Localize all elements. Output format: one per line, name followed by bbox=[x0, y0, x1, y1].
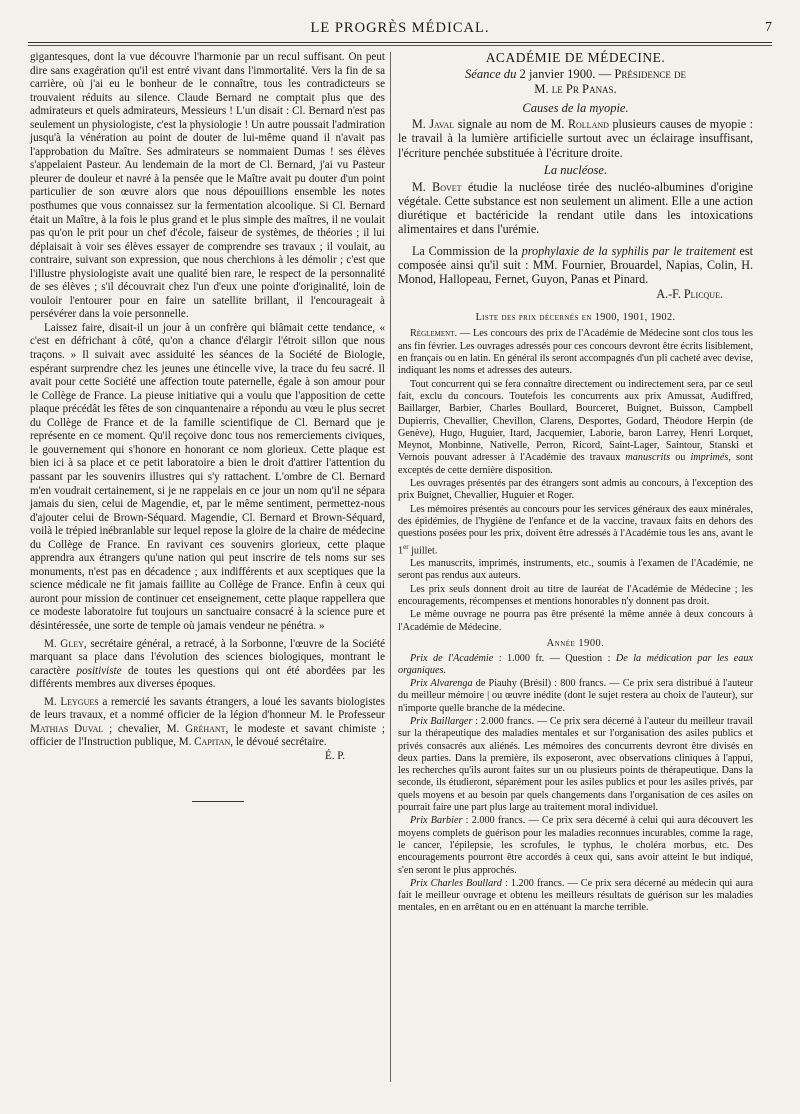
reglement-paragraph-4: Les mémoires présentés au concours pour les services généraux des eaux minérales, des épidémies, de l'hygiène de l'enfance et de la vaccine, travaux faits en dehors des questions posées pour les prix, doivent être adressés à l'Académie tous les ans, avant le 1er juillet. bbox=[398, 503, 753, 556]
prize-list-title: Liste des prix décernés en 1900, 1901, 1902. bbox=[475, 311, 676, 323]
gley-paragraph: M. Gley, secrétaire général, a retracé, à la Sorbonne, l'œuvre de la Société marquant sa place dans l'évolution des sciences biologiques, montrant le caractère positiviste de toutes les questions qui ont été abordées par les différents membres aux diverses époques. bbox=[30, 637, 386, 691]
commission-paragraph: La Commission de la prophylaxie de la syphilis par le traitement est composée ainsi qu'il suit : MM. Fournier, Brouardel, Napias, Colin, H. Monod, Hallopeau, Fernet, Guyon, Panas et Pinard. bbox=[398, 243, 753, 287]
left-column bbox=[30, 51, 385, 802]
name-grehant: M. Gréhant bbox=[166, 722, 226, 735]
subheading-myopie: Causes de la myopie. bbox=[522, 100, 629, 115]
leygues-paragraph: M. Leygues a remercié les savants étrangers, a loué les savants biologistes de leurs travaux, et a nommé officier de la légion d'honneur M. le Professeur Mathias Duval ; chevalier, M. Gréhant, le modeste et savant chimiste ; officier de l'Instruction publique, M. Capitan, le dévoué secrétaire. bbox=[30, 695, 385, 749]
president-name: M. le Pr Panas. bbox=[534, 81, 617, 96]
reglement-paragraph-7: Le même ouvrage ne pourra pas être présenté la même année à deux concours à l'Académie de Médecine. bbox=[398, 609, 753, 633]
speech-paragraph-2: Laissez faire, disait-il un jour à un confrère qui blâmait cette tendance, « c'est en défrichant à côté, qu'on a chance d'élargir l'étroit sillon que nous traçons. » Il suivait avec assiduité les séances de la Société de Biologie, espérant surprendre chez les jeunes une étincelle vive, la trace du feu sacré. Il avait pour cette Société une affection toute paternelle, égale à son amour pour le Collège de France. La pieuse initiative qui a voulu que l'apposition de cette plaque précédât les fêtes de son cinquantenaire a répondu au vœu le plus secret du Collège de France et de la famille scientifique de Cl. Bernard que je représente en ce moment. Qu'il reçoive donc tous nos remerciements civiques, le gouvernement qui s'honore en honorant ce nom glorieux. Cette plaque est bien ici à sa place et ce petit laboratoire a bien le droit d'attirer l'attention du passant par les souvenirs illustres qui s'y rattachent. L'ombre de Cl. Bernard m'en voudrait certainement, si je ne rappelais en ce jour un nom qu'il ne sépara jamais du sien, celui de Magendie, et, par le même sentiment, permettez-nous d'ajouter celui de Brown-Séquard. Magendie, Cl. Bernard et Brown-Séquard, voilà le trépied inébranlable sur lequel repose la gloire de la chaire de médecine du Collège de France. En ravivant ces souvenirs glorieux, cette plaque apprendra aux étrangers qu'une nation qui peut inscrire de tels noms sur ses monuments, n'est pas en décadence ; aux indifférents et aux sceptiques que la science médicale ne fit jamais faillite au Collège de France. Enfin à ceux qui auront pour mission de continuer cet enseignement, cette plaque rappellera que ce modeste laboratoire fut toujours un sanctuaire consacré à la science pure et désintéressée, une sorte de temple où jamais vendeur ne pénétra. » bbox=[30, 321, 385, 632]
page-number: 7 bbox=[765, 20, 772, 35]
reglement-paragraph-6: Les prix seuls donnent droit au titre de lauréat de l'Académie de Médecine ; les encouragements, récompenses et mentions honorables n'y donnent pas droit. bbox=[398, 583, 753, 608]
article-signature: É. P. bbox=[324, 749, 345, 762]
myopie-paragraph: M. Javal signale au nom de M. Rolland plusieurs causes de myopie : le travail à la lumière artificielle surtout avec un éclairage insuffisant, l'écriture penchée substituée à l'écriture droite. bbox=[398, 117, 754, 160]
header-rule bbox=[28, 42, 772, 43]
header-rule-secondary bbox=[28, 45, 772, 46]
reglement-paragraph-2: Tout concurrent qui se fera connaître directement ou indirectement sera, par ce seul fait, exclu du concours. Toutefois les concurrents aux prix Amussat, Audiffred, Baillarger, Barbier, Charles Boullard, Bourceret, Buignet, Buisson, Campbell Dupierris, Chevallier, Chevillon, Clarens, Desportes, Godard, Théodore Herpin (de Genève), Hugo, Huguier, Itard, Jacquemier, Laborie, baron Larrey, Henri Lorquet, Meynot, Monbinne, Nativelle, Perron, Ricord, Saint-Lager, Saintour, Stanski et Vernois pouvant adresser à l'Académie des travaux manuscrits ou imprimés, sont exceptés de cette dernière disposition. bbox=[398, 378, 753, 476]
academy-title: ACADÉMIE DE MÉDECINE. bbox=[485, 50, 666, 65]
emphasis-positiviste: positiviste bbox=[76, 664, 122, 677]
page-header bbox=[28, 18, 772, 40]
name-duval: Mathias Duval bbox=[30, 722, 104, 735]
name-gley: M. Gley, bbox=[44, 637, 87, 650]
journal-title: LE PROGRÈS MÉDICAL. bbox=[310, 20, 490, 36]
prize-baillarger: Prix Baillarger : 2.000 francs. — Ce prix sera décerné à l'auteur du meilleur travail sur la thérapeutique des maladies mentales et sur l'organisation des asiles publics et privés consacrés aux aliénés. Les mémoires des concurrents devront être divisés en deux parties. Dans la première, ils exposeront, avec observations cliniques à l'appui, les recherches qu'ils auront faites sur un ou plusieurs points de thérapeutique. Dans la seconde, ils étudieront, séparément pour les asiles publics et pour les asiles privés, par quels moyens et au besoin par quels changements dans l'organisation de ces asiles on pourrait faire une part plus large au traitement moral individuel. bbox=[398, 716, 754, 814]
name-leygues: M. Leygues bbox=[44, 695, 99, 708]
prize-academie: Prix de l'Académie : 1.000 fr. — Question : De la médication par les eaux organiques. bbox=[398, 652, 753, 676]
commission-signature: A.-F. Plicque. bbox=[656, 286, 723, 301]
speech-paragraph-1: gigantesques, dont la vue découvre l'harmonie par un recul suffisant. On peut dire sans exagération qu'il est entré vivant dans l'immortalité. Vers la fin de sa carrière, où j'ai eu le bonheur de le connaître, tous les contradicteurs se trouvaient réduits au silence. Claude Bernard ne comptait plus que des admirateurs et quels admirateurs, Messieurs ! L'un disait : Cl. Bernard n'est pas seulement un physiologiste, c'est la physiologie ! Un autre poussait l'admiration jusqu'à la vénération au point de douter de lui-même quand il n'avait pas l'approbation du Maître. Ses admirateurs se nommaient Dumas ! ses élèves s'appelaient Pasteur. Au lendemain de la mort de Cl. Bernard, j'ai vu Pasteur pleurer de douleur et navré à la pensée que le Maître avait pu douter d'un point particulier de son œuvre alors que nous dépouillions ensemble les notes posthumes que vous connaissez sur la fermentation alcoolique. Si Cl. Bernard était un Maître, à la fois le plus grand et le plus simple des maîtres, il ne voulait pas qu'on le prit pour un chef d'école, faiseur de systèmes, de théories ; il lui déplaisait à voir ses élèves essayer de comprendre ses travaux ; il voulait, au contraire, suivant son expression, que nous cherchions à les démolir ; c'est que l'illustre physiologiste avait une qualité bien rare, le respect de la personnalité de ses élèves ; s'il découvrait chez l'un d'eux une pointe d'originalité, loin de vouloir l'entourer pour en faire un satellite brillant, il l'encourageait à persévérer dans la voie personnelle. bbox=[30, 51, 385, 321]
year-heading: Année 1900. bbox=[546, 637, 605, 649]
column-divider bbox=[390, 52, 391, 1082]
prize-alvarenga: Prix Alvarenga de Piauhy (Brésil) : 800 francs. — Ce prix sera distribué à l'auteur du meilleur mémoire | ou œuvre inédite (dont le sujet restera au choix de l'auteur), sur n'importe quelle branche de la médecine. bbox=[398, 678, 754, 714]
end-rule bbox=[192, 801, 244, 802]
reglement-paragraph-3: Les ouvrages présentés par des étrangers sont admis au concours, à l'exception des prix Buignet, Chevallier, Huguier et Roger. bbox=[398, 478, 753, 502]
nucleose-paragraph: M. Bovet étudie la nucléose tirée des nucléo-albumines d'origine végétale. Cette substance est non seulement un aliment. Elle a une action diurétique et bactéricide la rendant utile dans les intoxications alimentaires et dans l'urémie. bbox=[398, 179, 753, 237]
subheading-nucleose: La nucléose. bbox=[543, 162, 608, 177]
prize-barbier: Prix Barbier : 2.000 francs. — Ce prix sera décerné à celui qui aura découvert les moyens complets de guérison pour les maladies reconnues incurables, comme la rage, le cancer, l'épilepsie, les scrofules, le typhus, le choléra morbus, etc. Des encouragements pourront être accordés à ceux qui, sans avoir atteint le but indiqué, s'en seront le plus approchés. bbox=[398, 815, 754, 876]
name-capitan: M. Capitan bbox=[178, 736, 231, 749]
seance-line: Séance du 2 janvier 1900. — Présidence de M. le Pr Panas. bbox=[465, 66, 686, 96]
prize-boullard: Prix Charles Boullard : 1.200 francs. — Ce prix sera décerné au médecin qui aura fait le meilleur ouvrage et obtenu les meilleurs résultats de guérison sur les maladies mentales, en en arrêtant ou en en atténuant la marche terrible. bbox=[398, 877, 753, 914]
reglement-paragraph-1: Règlement. — Les concours des prix de l'Académie de Médecine sont clos tous les ans fin février. Les ouvrages adressés pour ces concours devront être écrits lisiblement, en français ou en latin. En général ils seront accompagnés d'un pli cacheté avec devise, indiquant les noms et adresses des auteurs. bbox=[398, 328, 753, 377]
reglement-paragraph-5: Les manuscrits, imprimés, instruments, etc., soumis à l'examen de l'Académie, ne seront pas rendus aux auteurs. bbox=[398, 558, 753, 582]
right-column bbox=[398, 51, 753, 916]
